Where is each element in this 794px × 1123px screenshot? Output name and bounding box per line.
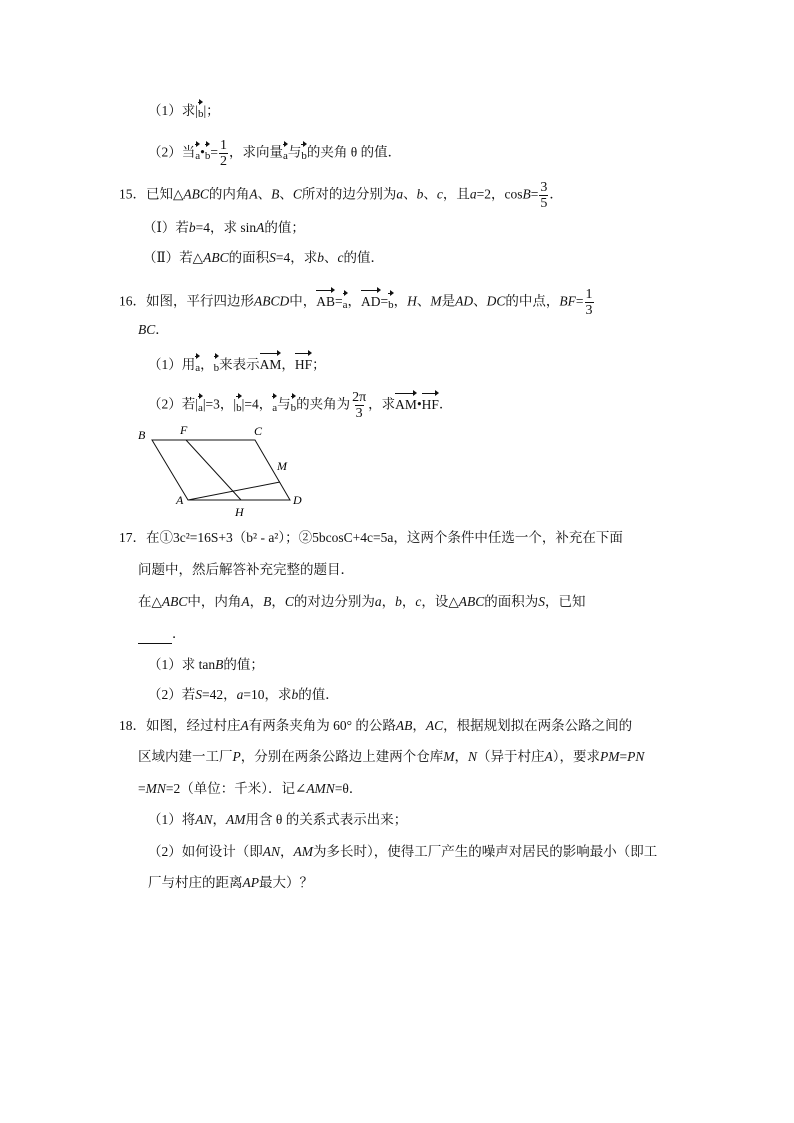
p14-part1: （1）求|b|； bbox=[148, 101, 220, 124]
fraction: $\frac{3}{5}$ bbox=[540, 180, 548, 211]
vector-ad: AD bbox=[361, 289, 381, 312]
fill-in-blank[interactable] bbox=[138, 631, 172, 644]
label-d: D bbox=[293, 493, 302, 507]
fraction: $\frac{1}{2}$ bbox=[220, 138, 227, 169]
p16-part2: （2）若|a|=3，|b|=4，a与b的夹角为 $\frac{2\pi}{3}$ ，求AM•HF． bbox=[148, 390, 453, 421]
vector-a: a bbox=[195, 355, 200, 378]
p17-statement: 17．在①3c²=16S+3（b² - a²）；②5bcosC+4c=5a，这两个条件中任选一个，补充在下面 bbox=[119, 530, 623, 545]
p18-part1: （1）将AN，AM用含 θ 的关系式表示出来； bbox=[148, 812, 408, 827]
p17-part2: （2）若S=42，a=10，求b的值． bbox=[148, 687, 339, 702]
vector-am: AM bbox=[260, 352, 282, 375]
vector-am: AM bbox=[395, 392, 417, 415]
vector-a: a bbox=[283, 143, 288, 166]
parallelogram-figure bbox=[130, 420, 310, 520]
p17-part1: （1）求 tanB的值； bbox=[148, 657, 264, 672]
vector-b: b bbox=[388, 292, 394, 315]
vector-a: a bbox=[195, 143, 200, 166]
fraction: $\frac{1}{3}$ bbox=[585, 287, 593, 318]
p16-statement: 16．如图，平行四边形ABCD中，AB=a，AD=b，H、M是AD、DC的中点，BF= $\frac{1}{3}$ bbox=[119, 287, 593, 318]
label-b: B bbox=[138, 428, 146, 442]
label-f: F bbox=[180, 423, 188, 437]
p17-statement-cont: 问题中，然后解答补充完整的题目． bbox=[138, 562, 354, 577]
p15-statement: 15．已知△ABC的内角A、B、C所对的边分别为a、b、c，且a=2，cosB= $\frac{3}{5}$ ． bbox=[119, 180, 563, 211]
vector-a: a bbox=[198, 395, 203, 418]
p17-context: 在△ABC中，内角A，B，C的对边分别为a，b，c，设△ABC的面积为S，已知 bbox=[138, 594, 586, 609]
p18-statement: 18．如图，经过村庄A有两条夹角为 60° 的公路AB，AC，根据规划拟在两条公路之间的 bbox=[119, 718, 633, 733]
p15-part2: （Ⅱ）若△ABC的面积S=4，求b、c的值． bbox=[143, 250, 384, 265]
p18-part2: （2）如何设计（即AN，AM为多长时），使得工厂产生的噪声对居民的影响最小（即工 bbox=[148, 844, 658, 859]
vector-a: a bbox=[343, 292, 348, 315]
fraction: $\frac{2\pi}{3}$ bbox=[352, 390, 367, 421]
p14-part2: （2）当a•b= $\frac{1}{2}$ ，求向量a与b的夹角 θ 的值． bbox=[148, 138, 402, 169]
label-a: A bbox=[176, 493, 184, 507]
p18-part2-cont: 厂与村庄的距离AP最大）？ bbox=[148, 875, 313, 890]
vector-a: a bbox=[272, 395, 277, 418]
segment-fh bbox=[186, 440, 241, 500]
vector-b: b bbox=[301, 143, 307, 166]
vector-hf: HF bbox=[422, 392, 439, 415]
vector-b: b bbox=[198, 101, 204, 124]
vector-hf: HF bbox=[295, 352, 312, 375]
p16-part1: （1）用a，b来表示AM，HF； bbox=[148, 352, 326, 378]
p17-blank-line: ． bbox=[138, 624, 186, 644]
vector-b: b bbox=[236, 395, 242, 418]
parallelogram-abcd bbox=[152, 440, 290, 500]
vector-b: b bbox=[291, 395, 297, 418]
label-c: C bbox=[254, 424, 263, 438]
p15-part1: （Ⅰ）若b=4，求 sinA的值； bbox=[143, 220, 305, 235]
vector-ab: AB bbox=[316, 289, 335, 312]
vector-b: b bbox=[214, 355, 220, 378]
vector-b: b bbox=[205, 143, 211, 166]
label-h: H bbox=[235, 505, 244, 519]
p18-statement-cont2: =MN=2（单位：千米）．记∠AMN=θ． bbox=[138, 781, 363, 796]
p18-statement-cont: 区域内建一工厂P，分别在两条公路边上建两个仓库M，N（异于村庄A），要求PM=PN bbox=[138, 749, 645, 764]
label-m: M bbox=[277, 459, 287, 473]
segment-af bbox=[188, 482, 280, 500]
p16-statement-cont: BC． bbox=[138, 322, 169, 337]
